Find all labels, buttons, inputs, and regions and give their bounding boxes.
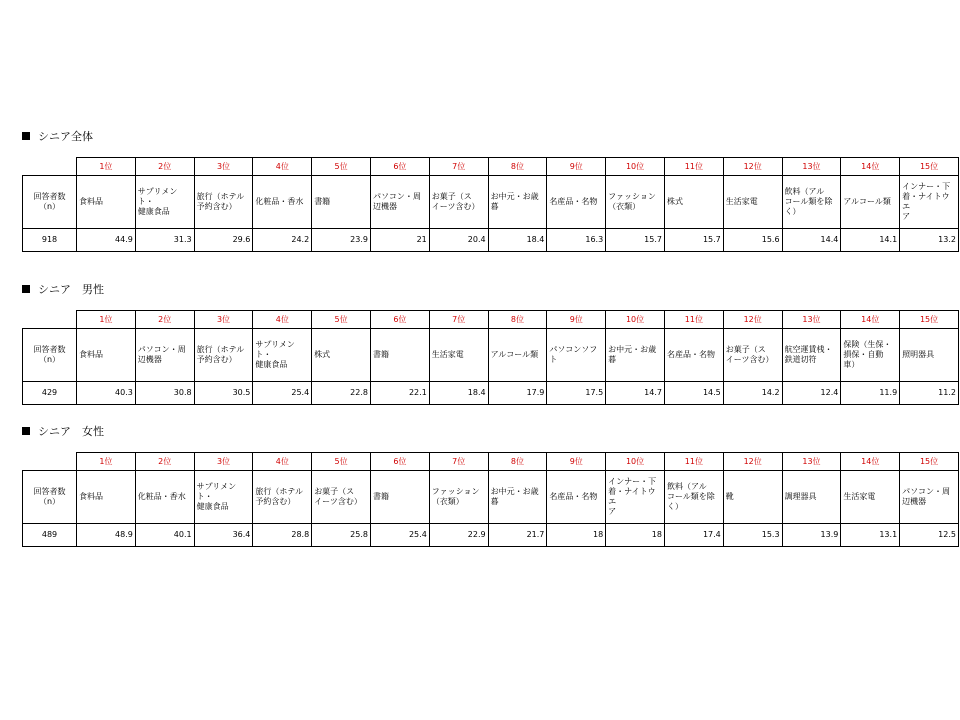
value-cell: 22.9	[429, 524, 488, 547]
ranking-table-female	[22, 452, 959, 547]
value-row	[23, 229, 959, 252]
rank-header-cell: 11位	[664, 453, 723, 471]
rank-header-cell: 7位	[429, 158, 488, 176]
rank-header-cell: 10位	[606, 453, 665, 471]
item-cell: パソコン・周 辺機器	[370, 176, 429, 229]
respondent-count: 429	[23, 382, 77, 405]
value-cell: 14.5	[664, 382, 723, 405]
value-cell: 16.3	[547, 229, 606, 252]
rank-header-cell: 4位	[253, 311, 312, 329]
item-cell: 靴	[723, 471, 782, 524]
respondents-label: 回答者数 （n）	[23, 471, 77, 524]
value-cell: 24.2	[253, 229, 312, 252]
item-cell: 株式	[312, 329, 371, 382]
item-cell: 化粧品・香水	[253, 176, 312, 229]
value-cell: 25.4	[370, 524, 429, 547]
rank-header-cell: 6位	[370, 453, 429, 471]
value-cell: 13.9	[782, 524, 841, 547]
rank-header-cell: 1位	[77, 453, 136, 471]
item-cell: 名産品・名物	[547, 176, 606, 229]
value-cell: 36.4	[194, 524, 253, 547]
square-bullet-icon	[22, 427, 30, 435]
value-cell: 21.7	[488, 524, 547, 547]
item-cell: お菓子（ス イーツ含む）	[312, 471, 371, 524]
item-cell: パソコン・周 辺機器	[900, 471, 959, 524]
rank-header-cell: 3位	[194, 311, 253, 329]
value-cell: 22.1	[370, 382, 429, 405]
rank-header-cell: 9位	[547, 158, 606, 176]
respondent-count: 489	[23, 524, 77, 547]
item-cell: インナー・下 着・ナイトウエ ア	[606, 471, 665, 524]
value-cell: 13.2	[900, 229, 959, 252]
value-cell: 23.9	[312, 229, 371, 252]
value-cell: 31.3	[135, 229, 194, 252]
item-cell: 食料品	[77, 176, 136, 229]
item-row	[23, 176, 959, 229]
item-cell: アルコール類	[841, 176, 900, 229]
section-title-text: シニア 女性	[38, 425, 104, 438]
item-cell: 航空運賃桟・ 鉄道切符	[782, 329, 841, 382]
item-cell: 書籍	[312, 176, 371, 229]
rank-header-cell: 5位	[312, 158, 371, 176]
rank-header-cell: 12位	[723, 311, 782, 329]
value-cell: 18	[547, 524, 606, 547]
rank-header-cell: 15位	[900, 158, 959, 176]
item-cell: サプリメント・ 健康食品	[194, 471, 253, 524]
rank-header-row	[23, 311, 959, 329]
item-cell: パソコン・周 辺機器	[135, 329, 194, 382]
value-cell: 48.9	[77, 524, 136, 547]
item-cell: 書籍	[370, 471, 429, 524]
item-cell: 生活家電	[841, 471, 900, 524]
header-blank-cell	[23, 453, 77, 471]
rank-header-cell: 7位	[429, 311, 488, 329]
item-cell: お中元・お歳 暮	[488, 471, 547, 524]
value-cell: 17.5	[547, 382, 606, 405]
rank-header-cell: 8位	[488, 453, 547, 471]
item-cell: 生活家電	[723, 176, 782, 229]
value-cell: 14.2	[723, 382, 782, 405]
item-cell: 生活家電	[429, 329, 488, 382]
rank-header-cell: 8位	[488, 158, 547, 176]
respondents-label: 回答者数 （n）	[23, 329, 77, 382]
item-cell: 食料品	[77, 471, 136, 524]
value-cell: 28.8	[253, 524, 312, 547]
value-cell: 30.5	[194, 382, 253, 405]
item-row	[23, 471, 959, 524]
value-cell: 14.4	[782, 229, 841, 252]
value-cell: 15.3	[723, 524, 782, 547]
value-cell: 25.4	[253, 382, 312, 405]
value-cell: 21	[370, 229, 429, 252]
rank-header-cell: 3位	[194, 158, 253, 176]
item-cell: 保険（生保・ 損保・自動 車）	[841, 329, 900, 382]
rank-header-cell: 14位	[841, 453, 900, 471]
item-cell: 飲料（アル コール類を除 く）	[782, 176, 841, 229]
value-cell: 25.8	[312, 524, 371, 547]
value-cell: 15.6	[723, 229, 782, 252]
item-cell: 旅行（ホテル 予約含む）	[194, 176, 253, 229]
rank-header-cell: 9位	[547, 453, 606, 471]
header-blank-cell	[23, 158, 77, 176]
header-blank-cell	[23, 311, 77, 329]
item-cell: 化粧品・香水	[135, 471, 194, 524]
rank-header-cell: 1位	[77, 158, 136, 176]
rank-header-cell: 13位	[782, 158, 841, 176]
section-title-all	[22, 130, 93, 144]
item-cell: インナー・下 着・ナイトウエ ア	[900, 176, 959, 229]
item-cell: 名産品・名物	[547, 471, 606, 524]
value-cell: 18.4	[429, 382, 488, 405]
value-cell: 18	[606, 524, 665, 547]
item-cell: お菓子（ス イーツ含む）	[723, 329, 782, 382]
item-cell: パソコンソフト	[547, 329, 606, 382]
rank-header-cell: 2位	[135, 158, 194, 176]
rank-header-cell: 3位	[194, 453, 253, 471]
square-bullet-icon	[22, 285, 30, 293]
value-row	[23, 524, 959, 547]
item-cell: 食料品	[77, 329, 136, 382]
value-cell: 11.9	[841, 382, 900, 405]
value-cell: 29.6	[194, 229, 253, 252]
value-cell: 20.4	[429, 229, 488, 252]
value-cell: 30.8	[135, 382, 194, 405]
item-cell: 調理器具	[782, 471, 841, 524]
rank-header-cell: 10位	[606, 158, 665, 176]
item-cell: ファッション （衣類）	[429, 471, 488, 524]
item-cell: 旅行（ホテル 予約含む）	[253, 471, 312, 524]
rank-header-cell: 8位	[488, 311, 547, 329]
rank-header-cell: 14位	[841, 311, 900, 329]
rank-header-cell: 1位	[77, 311, 136, 329]
item-cell: お中元・お歳 暮	[488, 176, 547, 229]
rank-header-cell: 4位	[253, 158, 312, 176]
item-cell: ファッション （衣類）	[606, 176, 665, 229]
value-row	[23, 382, 959, 405]
rank-header-cell: 13位	[782, 311, 841, 329]
value-cell: 15.7	[664, 229, 723, 252]
section-title-text: シニア 男性	[38, 283, 104, 296]
rank-header-cell: 6位	[370, 158, 429, 176]
item-cell: お菓子（ス イーツ含む）	[429, 176, 488, 229]
section-title-text: シニア全体	[38, 130, 93, 143]
value-cell: 18.4	[488, 229, 547, 252]
rank-header-cell: 11位	[664, 158, 723, 176]
respondent-count: 918	[23, 229, 77, 252]
item-cell: お中元・お歳 暮	[606, 329, 665, 382]
rank-header-cell: 9位	[547, 311, 606, 329]
item-cell: 名産品・名物	[664, 329, 723, 382]
value-cell: 17.9	[488, 382, 547, 405]
ranking-table-all	[22, 157, 959, 252]
item-cell: 株式	[664, 176, 723, 229]
rank-header-cell: 15位	[900, 453, 959, 471]
rank-header-cell: 12位	[723, 453, 782, 471]
rank-header-cell: 2位	[135, 453, 194, 471]
rank-header-cell: 14位	[841, 158, 900, 176]
value-cell: 17.4	[664, 524, 723, 547]
respondents-label: 回答者数 （n）	[23, 176, 77, 229]
value-cell: 14.1	[841, 229, 900, 252]
rank-header-cell: 5位	[312, 453, 371, 471]
value-cell: 14.7	[606, 382, 665, 405]
rank-header-cell: 4位	[253, 453, 312, 471]
item-row	[23, 329, 959, 382]
section-title-male	[22, 283, 104, 297]
item-cell: 飲料（アル コール類を除 く）	[664, 471, 723, 524]
rank-header-cell: 2位	[135, 311, 194, 329]
item-cell: 旅行（ホテル 予約含む）	[194, 329, 253, 382]
rank-header-cell: 10位	[606, 311, 665, 329]
rank-header-cell: 11位	[664, 311, 723, 329]
value-cell: 40.1	[135, 524, 194, 547]
rank-header-cell: 12位	[723, 158, 782, 176]
ranking-table-male	[22, 310, 959, 405]
value-cell: 15.7	[606, 229, 665, 252]
item-cell: 照明器具	[900, 329, 959, 382]
rank-header-row	[23, 158, 959, 176]
value-cell: 12.4	[782, 382, 841, 405]
rank-header-cell: 5位	[312, 311, 371, 329]
section-title-female	[22, 425, 104, 439]
rank-header-cell: 15位	[900, 311, 959, 329]
value-cell: 40.3	[77, 382, 136, 405]
item-cell: サプリメント・ 健康食品	[135, 176, 194, 229]
value-cell: 13.1	[841, 524, 900, 547]
rank-header-cell: 13位	[782, 453, 841, 471]
value-cell: 12.5	[900, 524, 959, 547]
item-cell: サプリメント・ 健康食品	[253, 329, 312, 382]
value-cell: 11.2	[900, 382, 959, 405]
square-bullet-icon	[22, 132, 30, 140]
rank-header-cell: 7位	[429, 453, 488, 471]
rank-header-row	[23, 453, 959, 471]
rank-header-cell: 6位	[370, 311, 429, 329]
item-cell: アルコール類	[488, 329, 547, 382]
value-cell: 22.8	[312, 382, 371, 405]
value-cell: 44.9	[77, 229, 136, 252]
item-cell: 書籍	[370, 329, 429, 382]
